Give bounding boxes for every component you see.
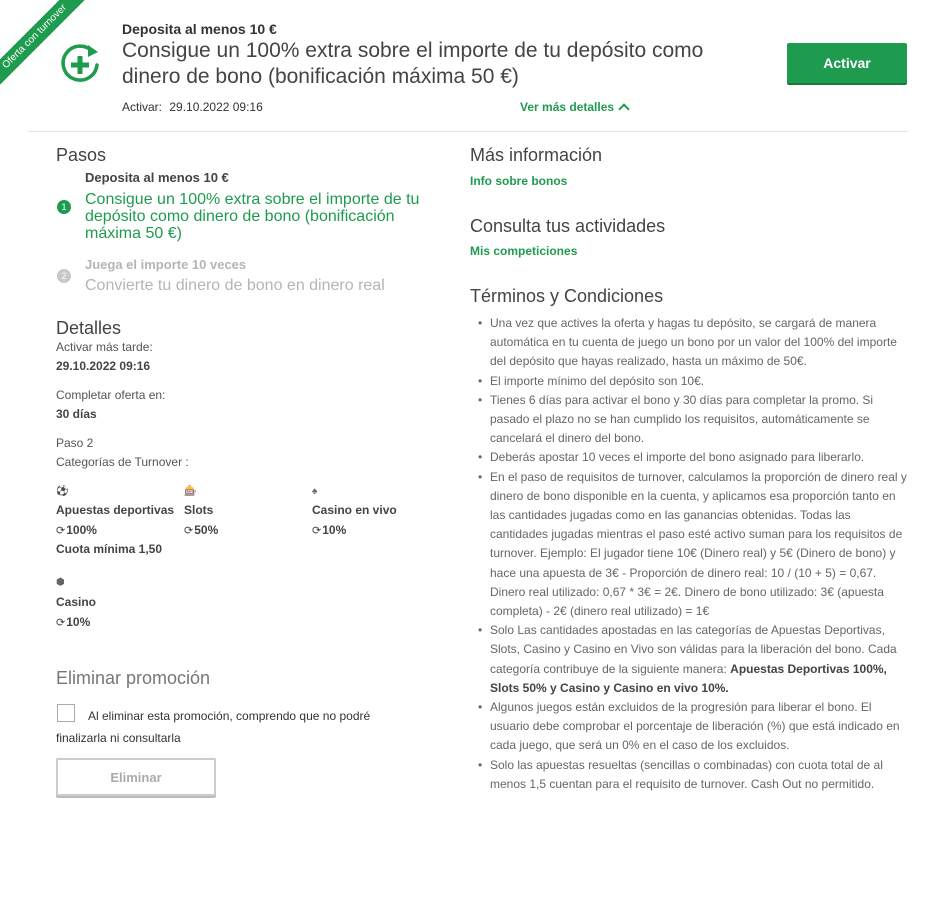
step-1-number: 1	[57, 200, 71, 214]
progress-icon: ⟳	[312, 525, 322, 537]
step-2-number: 2	[57, 269, 71, 283]
bonus-info-link[interactable]: Info sobre bonos	[470, 174, 568, 188]
step-2-text: Convierte tu dinero de bono en dinero real	[85, 277, 385, 294]
terms-item: • Una vez que actives la oferta y hagas tu depósito, se cargará de manera automática en tu cuenta de juego un bono por un valor del 100% del importe del depósito que hayas realizado, hasta un máximo de 50€.	[490, 314, 910, 372]
activate-later-label: Activar más tarde:	[56, 340, 153, 354]
slot-machine-icon: 🎰	[184, 486, 197, 497]
activate-deadline	[122, 100, 263, 114]
complete-offer-label: Completar oferta en:	[56, 388, 166, 402]
details-title: Detalles	[56, 318, 122, 338]
step-label: Paso 2	[56, 436, 94, 450]
category-percent: ⟳50%	[184, 523, 219, 537]
steps-title: Pasos	[56, 145, 107, 165]
category-percent: ⟳10%	[312, 523, 347, 537]
terms-item: • El importe mínimo del depósito son 10€.	[490, 372, 910, 391]
min-odds: Cuota mínima 1,50	[56, 542, 163, 556]
more-info-title: Más información	[470, 145, 603, 165]
category-name: Slots	[184, 503, 214, 517]
header-divider	[28, 131, 908, 132]
offer-title: Consigue un 100% extra sobre el importe de tu depósito como dinero de bono (bonificación máxima 50 €)	[122, 39, 704, 88]
bonus-plus-icon	[57, 42, 103, 88]
terms-item: • Solo Las cantidades apostadas en las categorías de Apuestas Deportivas, Slots, Casino y Casino en Vivo son válidas para la liberación del bono. Cada categoría contribuye de la siguiente manera: Apuestas Deportivas 100%, Slots 50% y Casino y Casino en vivo 10%.	[490, 621, 910, 698]
offer-subtitle: Deposita al menos 10 €	[122, 21, 277, 37]
remove-promo-title: Eliminar promoción	[56, 668, 211, 688]
terms-item: • En el paso de requisitos de turnover, calculamos la proporción de dinero real y dinero de bono disponible en la cuenta, y aplicamos esa proporción tanto en las cantidades jugadas como en las ganancias obtenidas. Todas las cantidades jugadas mientras el paso esté activo suman para los requisitos de turnover. Ejemplo: El jugador tiene 10€ (Dinero real) y 5€ (Dinero de bono) y hace una apuesta de 3€ - Proporción de dinero real: 10 / (10 + 5) = 0,67. Dinero real utilizado: 0,67 * 3€ = 2€. Dinero de bono utilizado: 3€ (apuesta completa) - 2€ (dinero real utilizado) = 1€	[490, 468, 910, 622]
step-2-title: Juega el importe 10 veces	[85, 257, 247, 272]
more-details-link[interactable]	[520, 100, 628, 114]
terms-item: • Tienes 6 días para activar el bono y 30 días para completar la promo. Si pasado el plazo no se han cumplido los requisitos, automáticamente se cancelará el dinero del bono.	[490, 391, 910, 449]
terms-item: • Solo las apuestas resueltas (sencillas o combinadas) con cuota total de al menos 1,5 cuentan para el requisito de turnover. Cash Out no permitido.	[490, 756, 910, 794]
complete-offer-value: 30 días	[56, 407, 97, 421]
live-casino-icon: ♠	[312, 486, 318, 497]
category-name: Apuestas deportivas	[56, 503, 175, 517]
chevron-up-icon	[618, 103, 629, 114]
terms-item: • Algunos juegos están excluidos de la progresión para liberar el bono. El usuario debe comprobar el porcentaje de liberación (%) que está indicado en cada juego, que será un 0% en el caso de los excluidos.	[490, 698, 910, 756]
activate-date: 29.10.2022 09:16	[169, 100, 263, 114]
category-name: Casino	[56, 595, 97, 609]
category-percent: ⟳10%	[56, 615, 91, 629]
remove-button[interactable]: Eliminar	[56, 758, 216, 796]
category-percent: ⟳100%	[56, 523, 97, 537]
terms-list	[470, 314, 910, 794]
remove-confirm-label: Al eliminar esta promoción, comprendo que no podré finalizarla ni consultarla	[56, 709, 371, 745]
activate-label: Activar:	[122, 100, 163, 114]
more-details-label: Ver más detalles	[520, 100, 615, 114]
step-1-title: Deposita al menos 10 €	[85, 170, 229, 185]
remove-confirm-checkbox[interactable]	[57, 704, 75, 722]
activate-later-value: 29.10.2022 09:16	[56, 359, 151, 373]
activities-title: Consulta tus actividades	[470, 216, 666, 236]
my-competitions-link[interactable]: Mis competiciones	[470, 244, 578, 258]
turnover-categories-label: Categorías de Turnover :	[56, 455, 189, 469]
progress-icon: ⟳	[56, 617, 66, 629]
terms-title: Términos y Condiciones	[470, 286, 664, 306]
category-name: Casino en vivo	[312, 503, 397, 517]
terms-item: • Deberás apostar 10 veces el importe del bono asignado para liberarlo.	[490, 448, 910, 467]
activate-button[interactable]: Activar	[787, 43, 907, 83]
casino-chip-icon: ⬢	[56, 577, 65, 588]
progress-icon: ⟳	[184, 525, 194, 537]
progress-icon: ⟳	[56, 525, 66, 537]
step-1-text: Consigue un 100% extra sobre el importe de tu depósito como dinero de bono (bonificación máxima 50 €)	[85, 191, 420, 242]
ribbon-label: Oferta con turnover	[0, 0, 87, 89]
soccer-ball-icon: ⚽	[56, 486, 69, 497]
